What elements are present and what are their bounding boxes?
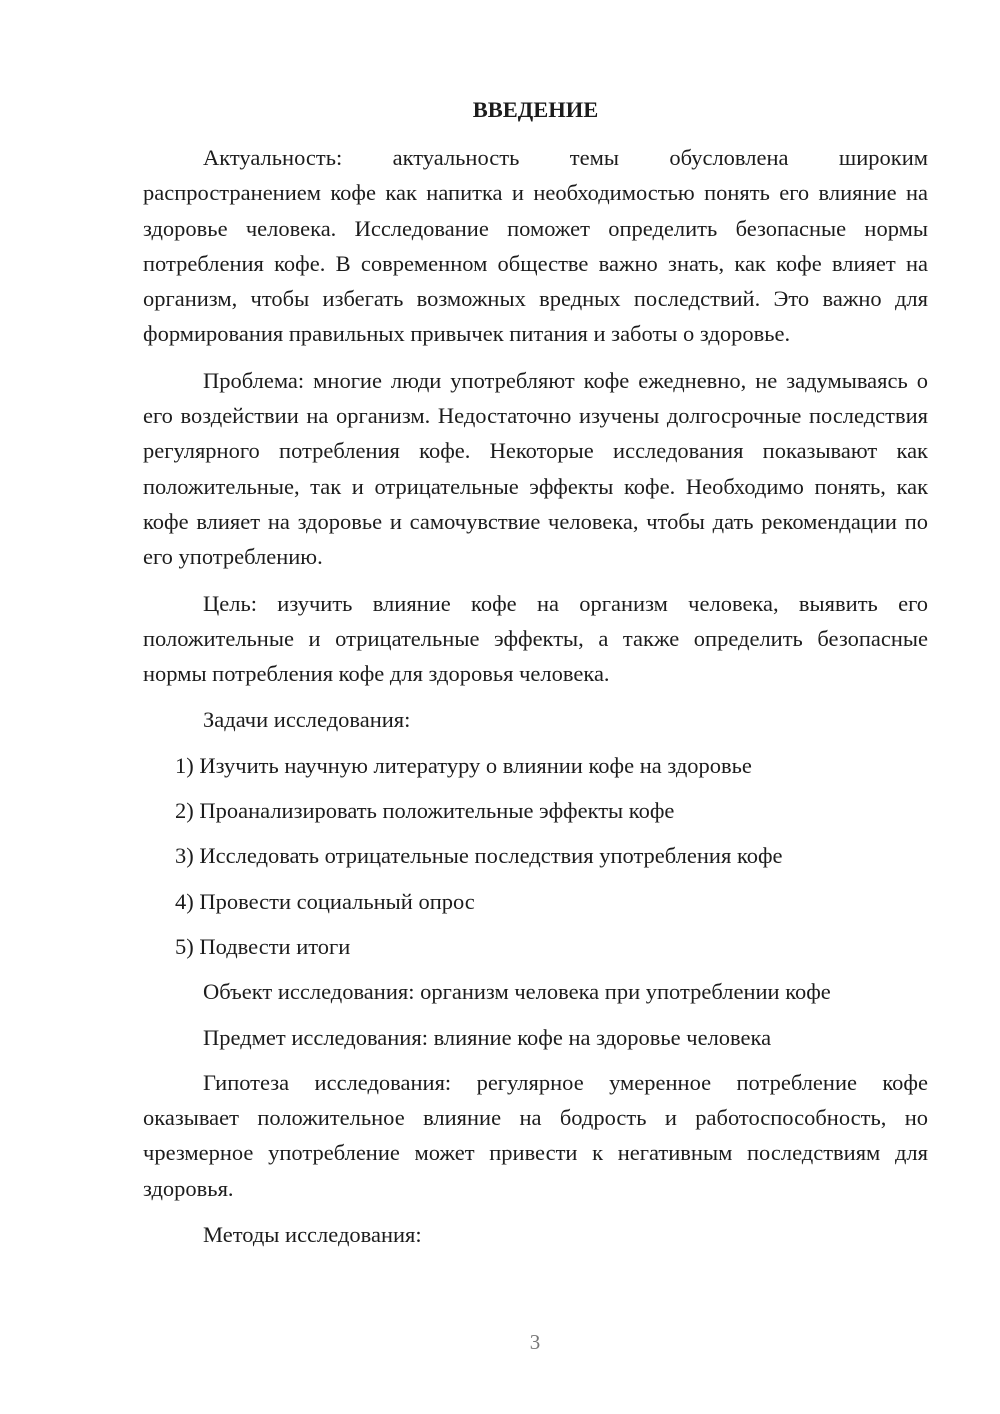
object-line: Объект исследования: организм человека при употреблении кофе [203,979,831,1005]
list-item: 2) Проанализировать положительные эффекты кофе [175,798,675,824]
problem-paragraph: Проблема: многие люди употребляют кофе ежедневно, не задумываясь о его воздействии на организм. Недостаточно изучены долгосрочные последствия регулярного потребления кофе. Некоторые исследования показывают как положительные, так и отрицательные эффекты кофе. Необходимо понять, как кофе влияет на здоровье и самочувствие человека, чтобы дать рекомендации по его употреблению. [143,367,928,570]
list-item: 1) Изучить научную литературу о влиянии кофе на здоровье [175,752,752,778]
subject-line: Предмет исследования: влияние кофе на здоровье человека [203,1024,772,1050]
document-page [143,92,928,1262]
goal-paragraph: Цель: изучить влияние кофе на организм человека, выявить его положительные и отрицательные эффекты, а также определить безопасные нормы потребления кофе для здоровья человека. [143,590,928,687]
page-number: 3 [529,1330,541,1354]
section-heading: ВВЕДЕНИЕ [472,97,599,122]
relevance-paragraph: Актуальность: актуальность темы обусловлена широким распространением кофе как напитка и необходимостью понять его влияние на здоровье человека. Исследование поможет определить безопасные нормы потребления кофе. В современном обществе важно знать, как кофе влияет на организм, чтобы избегать возможных вредных последствий. Это важно для формирования правильных привычек питания и заботы о здоровье. [143,145,928,347]
list-item: 4) Провести социальный опрос [175,888,475,914]
methods-title: Методы исследования: [203,1222,422,1248]
list-item: 5) Подвести итоги [175,933,351,959]
list-item: 3) Исследовать отрицательные последствия употребления кофе [175,843,783,869]
hypothesis-paragraph: Гипотеза исследования: регулярное умеренное потребление кофе оказывает положительное влияние на бодрость и работоспособность, но чрезмерное употребление может привести к негативным последствиям для здоровья. [143,1069,928,1201]
tasks-list [143,748,928,964]
tasks-title: Задачи исследования: [203,707,411,733]
